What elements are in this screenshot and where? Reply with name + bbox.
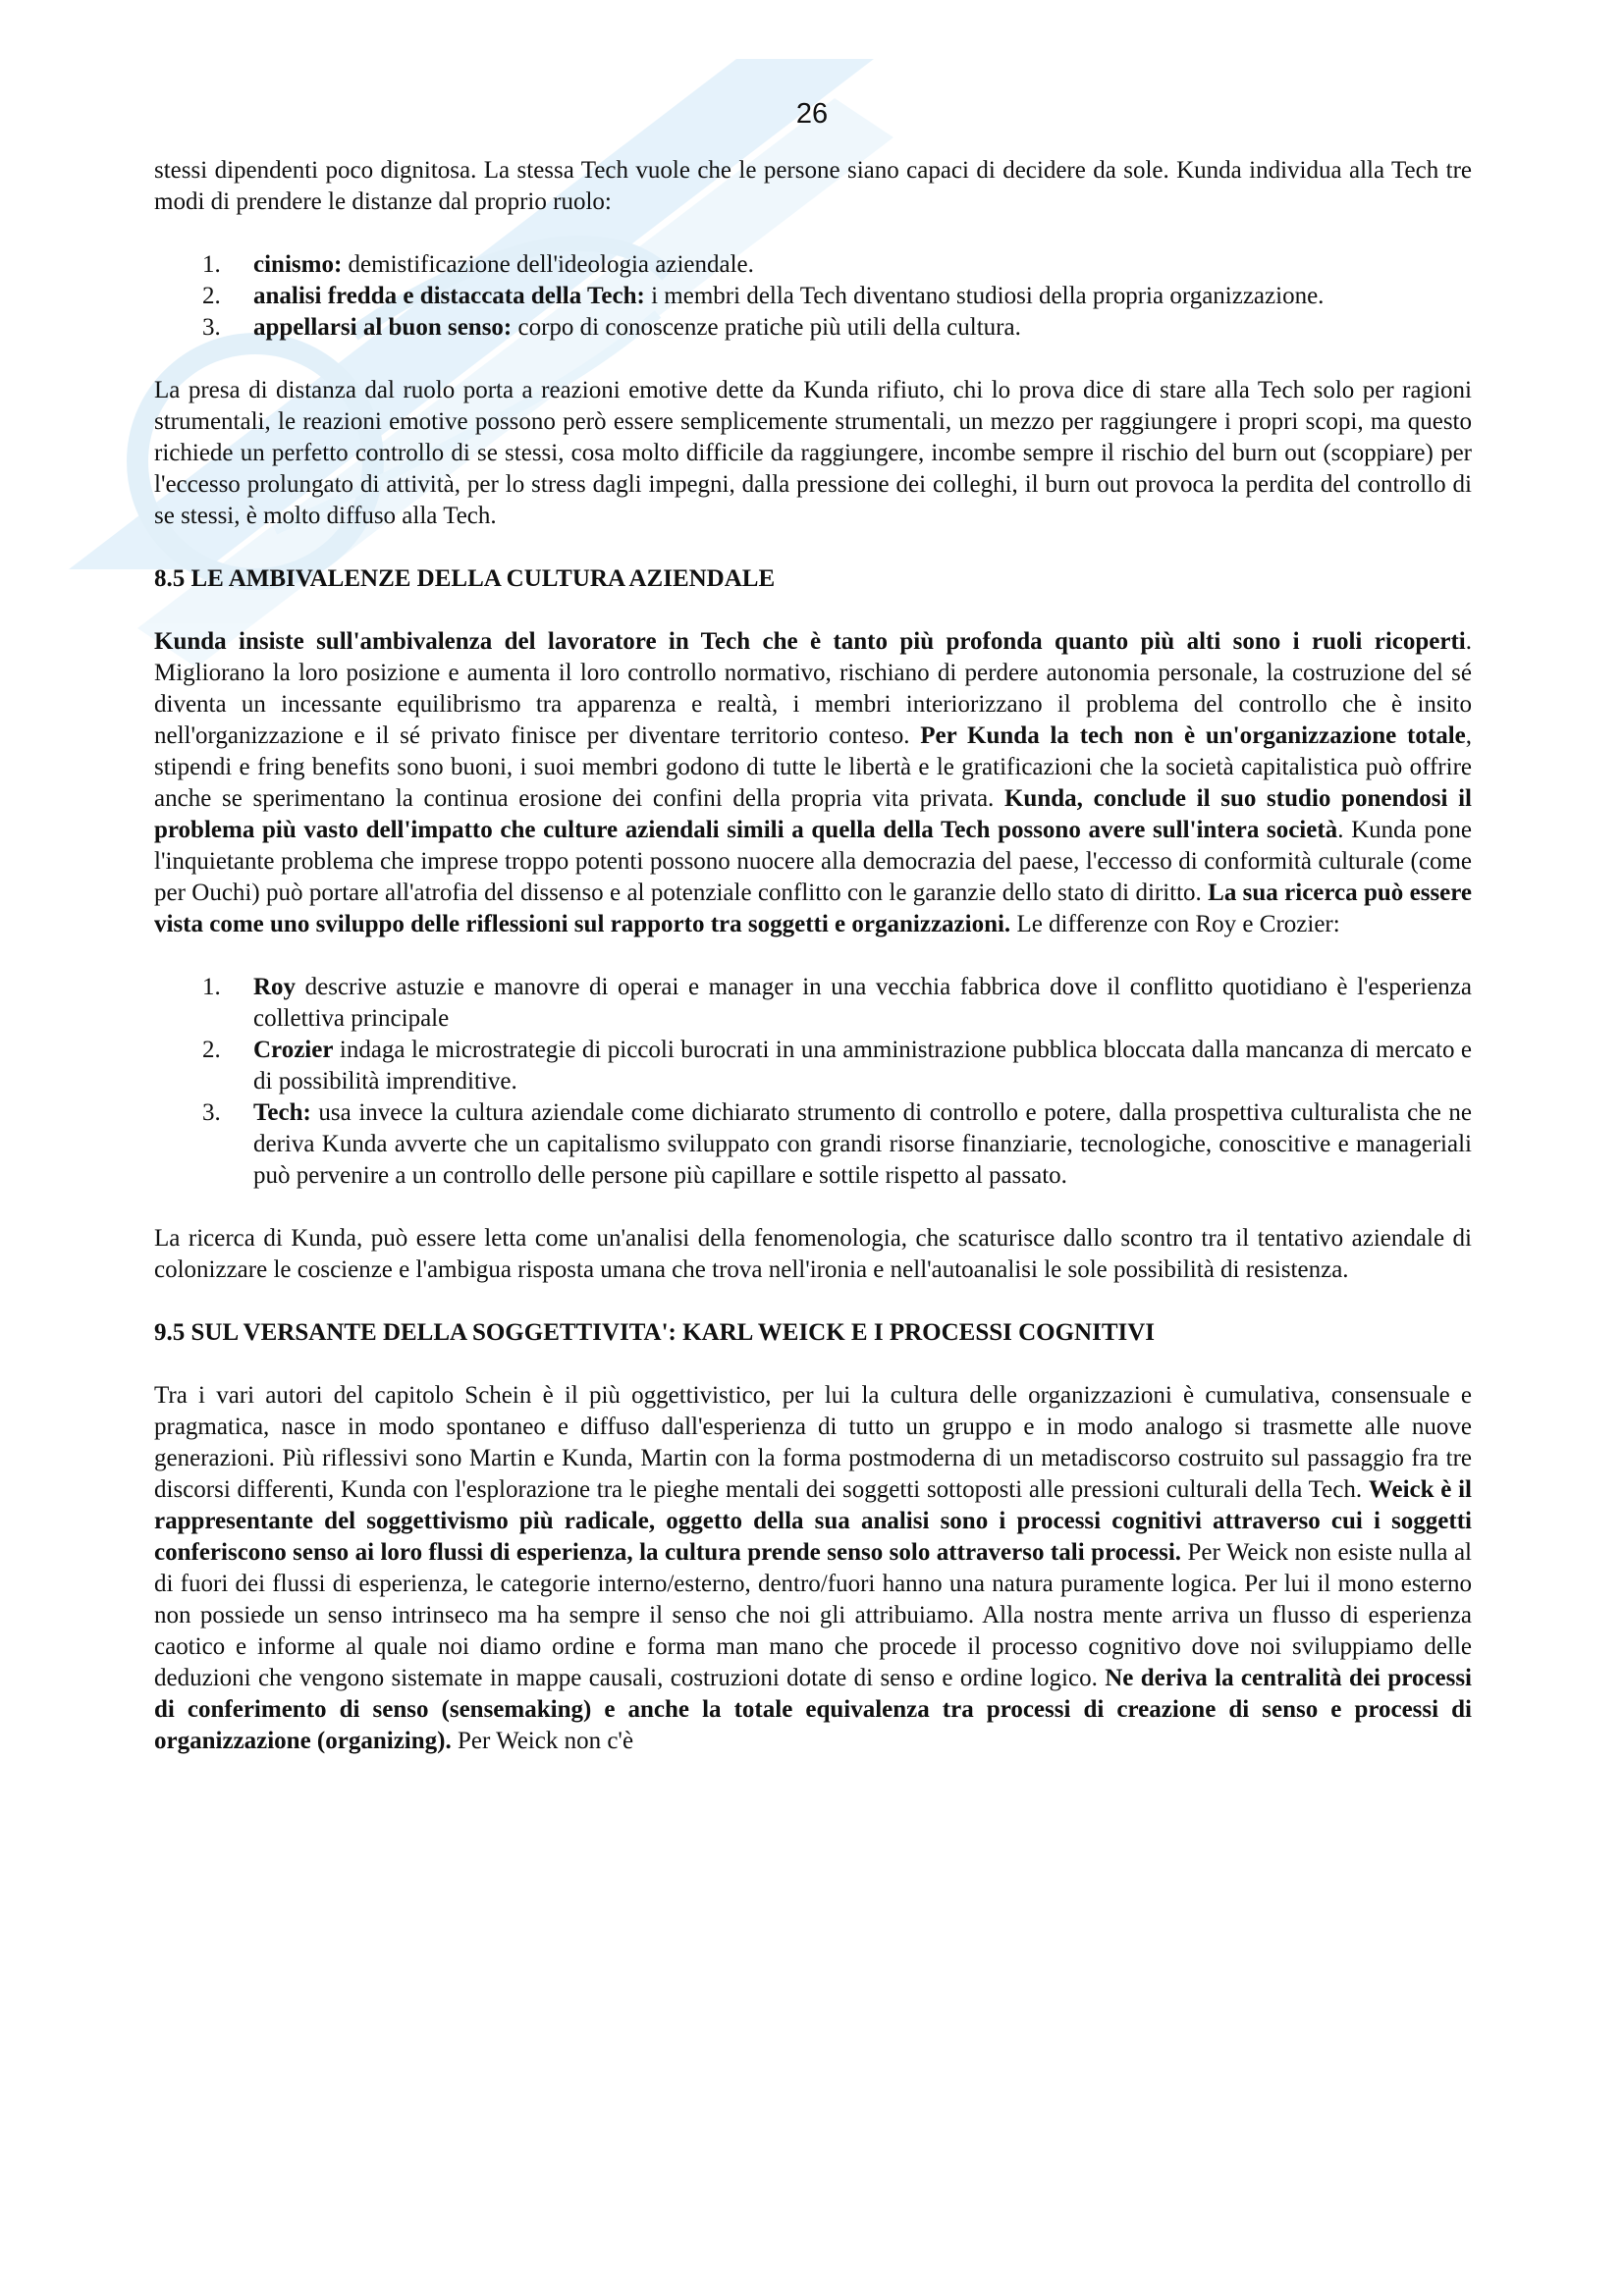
list-item (154, 1035, 1472, 1097)
list-term: Tech: (253, 1099, 311, 1126)
list-text: i membri della Tech diventano studiosi della propria organizzazione. (644, 283, 1325, 309)
intro-paragraph: stessi dipendenti poco dignitosa. La stessa Tech vuole che le persone siano capaci di decidere da sole. Kunda individua alla Tech tre modi di prendere le distanze dal proprio ruolo: (154, 157, 1472, 215)
weick-paragraph (154, 1380, 1472, 1757)
list-text: indaga le microstrategie di piccoli burocrati in una amministrazione pubblica bloccata dalla mancanza di mercato e di possibilità imprenditive. (253, 1037, 1472, 1095)
list-term: appellarsi al buon senso: (253, 314, 513, 341)
bold-text: Kunda insiste sull'ambivalenza del lavoratore in Tech che è tanto più profonda quanto più alti sono i ruoli ricoperti (154, 628, 1466, 655)
list-text: corpo di conoscenze pratiche più utili della cultura. (512, 314, 1021, 341)
comparison-list (154, 972, 1472, 1192)
body-text: Per Weick non esiste nulla al di fuori dei flussi di esperienza, le categorie interno/esterno, dentro/fuori hanno una natura puramente logica. Per lui il mono esterno non possiede un senso intrinseco ma ha sempre il senso che noi gli attribuiamo. Alla nostra mente arriva un flusso di esperienza caotico e informe al quale noi diamo ordine e forma man mano che procede il processo cognitivo dove noi sviluppiamo delle deduzioni che vengono sistemate in mappe causali, costruzioni dotate di senso e ordine logico. (154, 1539, 1472, 1691)
section-heading-8-5: 8.5 LE AMBIVALENZE DELLA CULTURA AZIENDALE (154, 565, 776, 592)
kunda-paragraph: La ricerca di Kunda, può essere letta come un'analisi della fenomenologia, che scaturisce dallo scontro tra il tentativo aziendale di colonizzare le coscienze e l'ambigua risposta umana che trova nell'ironia e nell'autoanalisi le sole possibilità di resistenza. (154, 1225, 1472, 1283)
list-text: descrive astuzie e manovre di operai e manager in una vecchia fabbrica dove il conflitto quotidiano è l'esperienza collettiva principale (253, 974, 1472, 1032)
page-number: 26 (795, 98, 829, 130)
distance-paragraph: La presa di distanza dal ruolo porta a reazioni emotive dette da Kunda rifiuto, chi lo prova dice di stare alla Tech solo per ragioni strumentali, le reazioni emotive possono però essere semplicemente strumentali, un mezzo per raggiungere i propri scopi, ma questo richiede un perfetto controllo di se stessi, cosa molto difficile da raggiungere, incombe sempre il rischio del burn out (scoppiare) per l'eccesso prolungato di attività, per lo stress dagli impegni, dalla pressione dei colleghi, il burn out provoca la perdita del controllo di se stessi, è molto diffuso alla Tech. (154, 377, 1472, 529)
distance-modes-list (154, 249, 1472, 344)
body-text: . Migliorano la loro posizione e aumenta il loro controllo normativo, rischiano di perdere autonomia personale, la costruzione del sé diventa un incessante equilibrismo tra apparenza e realtà, i membri interiorizzano il problema del controllo che è insito nell'organizzazione e il sé privato finisce per diventare territorio conteso. (154, 628, 1472, 749)
list-term: analisi fredda e distaccata della Tech: (253, 283, 645, 309)
list-number: 2. (202, 1037, 221, 1063)
body-text: . Kunda pone l'inquietante problema che imprese troppo potenti possono nuocere alla democrazia del paese, l'eccesso di conformità culturale (come per Ouchi) può portare all'atrofia del dissenso e al potenziale conflitto con le garanzie dello stato di diritto. (154, 817, 1472, 906)
ambivalence-paragraph (154, 626, 1472, 940)
list-item (154, 972, 1472, 1035)
list-term: cinismo: (253, 251, 343, 278)
bold-text: Per Kunda la tech non è un'organizzazione totale (920, 722, 1466, 749)
list-item (154, 312, 1472, 344)
list-item (154, 281, 1472, 312)
list-term: Crozier (253, 1037, 334, 1063)
bold-text: La sua ricerca può essere vista come uno sviluppo delle riflessioni sul rapporto tra soggetti e organizzazioni. (154, 880, 1473, 937)
body-text: , stipendi e fring benefits sono buoni, i suoi membri godono di tutte le libertà e le gratificazioni che la società capitalistica può offrire anche se sperimentano la continua erosione dei confini della propria vita privata. (154, 722, 1472, 812)
list-number: 3. (202, 1099, 221, 1126)
bold-text: Weick è il rappresentante del soggettivismo più radicale, oggetto della sua analisi sono i processi cognitivi attraverso cui i soggetti conferiscono senso ai loro flussi di esperienza, la cultura prende senso solo attraverso tali processi. (154, 1476, 1473, 1566)
section-heading-9-5: 9.5 SUL VERSANTE DELLA SOGGETTIVITA': KARL WEICK E I PROCESSI COGNITIVI (154, 1319, 1156, 1346)
list-number: 1. (202, 974, 221, 1000)
list-item (154, 249, 1472, 281)
list-number: 3. (202, 314, 221, 341)
body-text: Per Weick non c'è (451, 1728, 634, 1754)
list-item (154, 1097, 1472, 1192)
document-body (154, 155, 1472, 1757)
body-text: Tra i vari autori del capitolo Schein è il più oggettivistico, per lui la cultura delle organizzazioni è cumulativa, consensuale e pragmatica, nasce in modo spontaneo e diffuso dall'esperienza di tutto un gruppo e in modo analogo si trasmette alle nuove generazioni. Più riflessivi sono Martin e Kunda, Martin con la forma postmoderna di un metadiscorso costruito sul passaggio fra tre discorsi differenti, Kunda con l'esplorazione tra le pieghe mentali dei soggetti sottoposti alle pressioni culturali della Tech. (154, 1382, 1472, 1503)
list-text: demistificazione dell'ideologia aziendale. (342, 251, 754, 278)
bold-text: Ne deriva la centralità dei processi di conferimento di senso (sensemaking) e anche la totale equivalenza tra processi di creazione di senso e processi di organizzazione (organizing). (154, 1665, 1472, 1754)
list-number: 1. (202, 251, 221, 278)
bold-text: Kunda, conclude il suo studio ponendosi il problema più vasto dell'impatto che culture aziendali simili a quella della Tech possono avere sull'intera società (154, 785, 1472, 843)
list-text: usa invece la cultura aziendale come dichiarato strumento di controllo e potere, dalla prospettiva culturalista che ne deriva Kunda avverte che un capitalismo sviluppato con grandi risorse finanziarie, tecnologiche, conoscitive e manageriali può pervenire a un controllo delle persone più capillare e sottile rispetto al passato. (253, 1099, 1472, 1189)
body-text: Le differenze con Roy e Crozier: (1010, 911, 1340, 937)
list-term: Roy (253, 974, 297, 1000)
list-number: 2. (202, 283, 221, 309)
